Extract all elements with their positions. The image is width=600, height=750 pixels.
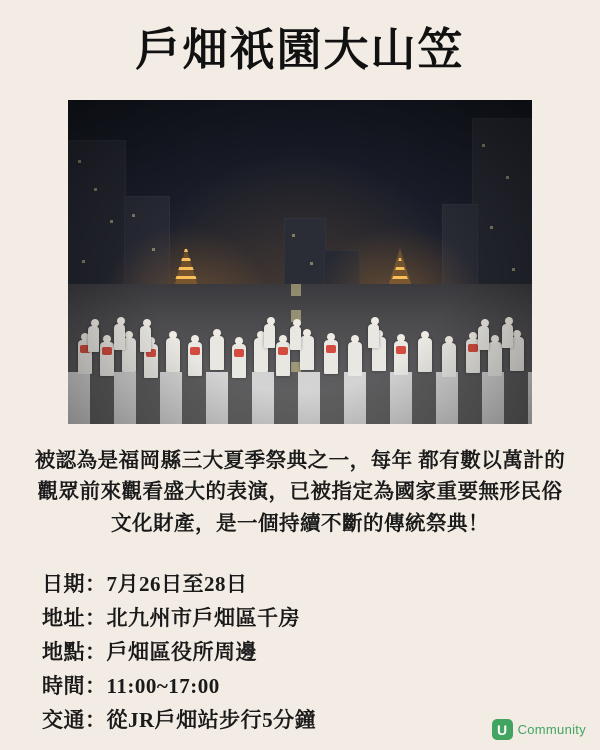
watermark-badge-icon: U (492, 719, 513, 740)
detail-row-time: 時間：11:00~17:00 (42, 673, 220, 698)
detail-row-location: 地點：戶畑區役所周邊 (42, 639, 257, 664)
watermark-label: Community (517, 722, 586, 737)
description-text: 被認為是福岡縣三大夏季祭典之一，每年 都有數以萬計的觀眾前來觀看盛大的表演，已被指定為國家重要無形民俗文化財產，是一個持續不斷的傳統祭典！ (34, 449, 566, 536)
details-list (42, 567, 600, 737)
festival-photo (68, 100, 532, 424)
detail-row-date: 日期：7月26日至28日 (42, 571, 248, 596)
page-title: 戶畑祇園大山笠 (135, 25, 465, 75)
detail-row-transport: 交通：從JR戶畑站步行5分鐘 (42, 707, 317, 732)
detail-row-address: 地址：北九州市戶畑區千房 (42, 605, 300, 630)
photo-vignette (68, 100, 532, 424)
watermark (492, 719, 586, 740)
